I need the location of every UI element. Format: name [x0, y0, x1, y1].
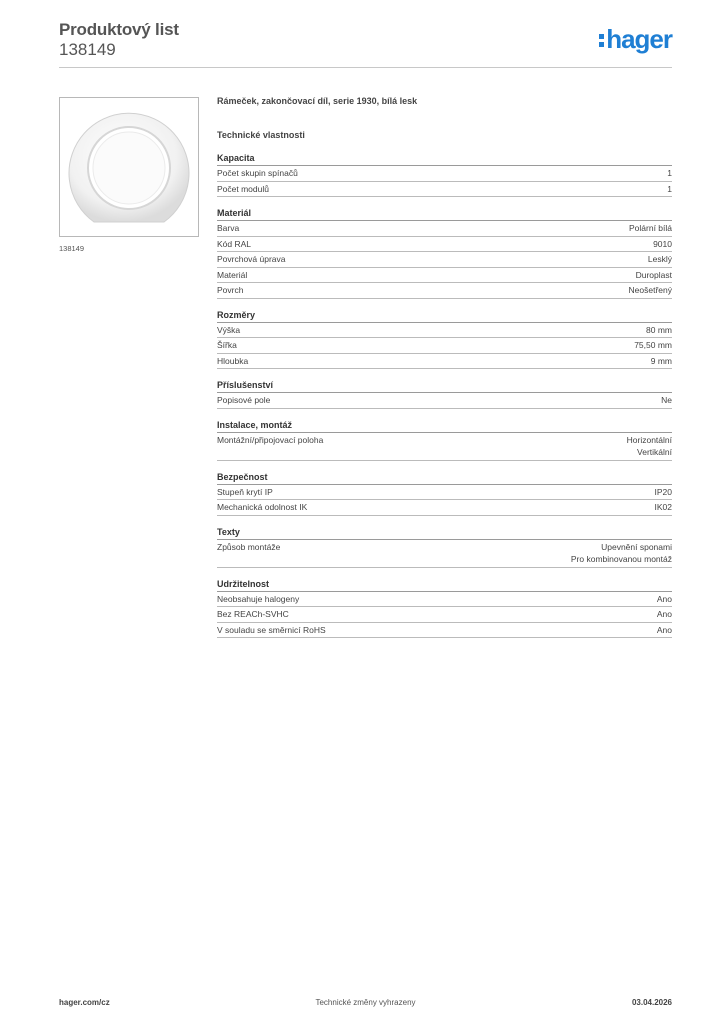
spec-row — [217, 268, 672, 284]
product-number: 138149 — [59, 40, 116, 59]
spec-label: Způsob montáže — [217, 541, 281, 552]
footer-note: Technické změny vyhrazeny — [315, 998, 416, 1007]
spec-value — [655, 486, 673, 499]
section-title: Kapacita — [217, 152, 672, 166]
spec-value-line: Upevnění sponami — [601, 541, 672, 552]
section-title: Texty — [217, 526, 672, 540]
footer-website-link[interactable]: hager.com/cz — [59, 998, 110, 1007]
product-image — [59, 97, 199, 237]
spec-row — [217, 283, 672, 299]
spec-label: Stupeň krytí IP — [217, 486, 273, 497]
header-divider — [59, 67, 672, 68]
spec-section — [217, 419, 672, 461]
spec-value-line: Ano — [656, 609, 672, 619]
spec-label: Počet skupin spínačů — [217, 168, 298, 178]
spec-row — [217, 323, 672, 339]
spec-label: Barva — [217, 223, 240, 233]
spec-label: V souladu se směrnicí RoHS — [217, 624, 326, 635]
spec-value — [651, 355, 672, 368]
spec-value — [661, 394, 672, 407]
spec-value — [627, 434, 672, 459]
section-title: Udržitelnost — [217, 578, 672, 592]
spec-value-line: 9010 — [653, 238, 672, 249]
spec-value-line: Vertikální — [637, 447, 672, 457]
spec-value-line: Ne — [661, 395, 672, 405]
spec-value-line: IK02 — [654, 502, 672, 512]
section-title: Bezpečnost — [217, 471, 672, 485]
spec-section — [217, 578, 672, 639]
spec-value — [667, 183, 672, 196]
round-frame-icon — [60, 98, 198, 236]
page-title: Produktový list — [59, 20, 179, 39]
spec-value — [653, 238, 672, 251]
spec-row — [217, 592, 672, 608]
spec-label: Kód RAL — [217, 238, 252, 249]
spec-value — [629, 222, 672, 235]
spec-label: Popisové pole — [217, 395, 271, 405]
spec-value-line: Lesklý — [647, 254, 672, 264]
spec-row — [217, 166, 672, 182]
spec-value-line: 1 — [667, 183, 672, 194]
spec-value-line: Polární bílá — [629, 223, 672, 233]
spec-label: Materiál — [217, 269, 248, 280]
spec-value — [657, 593, 672, 606]
image-caption: 138149 — [59, 244, 85, 253]
spec-value-line: 1 — [667, 168, 672, 178]
logo-wordmark: hager — [606, 24, 672, 54]
spec-value-line: Horizontální — [626, 434, 672, 445]
logo-dots-icon — [599, 34, 604, 47]
spec-value — [667, 167, 672, 180]
spec-section — [217, 526, 672, 568]
spec-row — [217, 252, 672, 268]
section-title: Příslušenství — [217, 379, 672, 393]
spec-value-line: Duroplast — [635, 269, 672, 280]
spec-section — [217, 379, 672, 409]
spec-value-line: IP20 — [654, 486, 672, 497]
spec-row — [217, 500, 672, 516]
technical-properties-heading: Technické vlastnosti — [217, 130, 305, 140]
spec-row — [217, 623, 672, 639]
spec-value — [657, 624, 672, 637]
footer-date: 03.04.2026 — [631, 998, 672, 1007]
spec-row — [217, 182, 672, 198]
spec-value-line: Neošetřený — [628, 285, 672, 295]
spec-section — [217, 309, 672, 370]
hager-logo — [599, 26, 672, 52]
spec-value — [571, 541, 672, 566]
product-name: Rámeček, zakončovací díl, serie 1930, bílá lesk — [217, 96, 418, 106]
spec-label: Mechanická odolnost IK — [217, 502, 308, 512]
spec-row — [217, 393, 672, 409]
spec-section — [217, 152, 672, 197]
spec-label: Počet modulů — [217, 183, 269, 194]
spec-section — [217, 207, 672, 299]
spec-label: Povrch — [217, 285, 244, 295]
spec-row — [217, 354, 672, 370]
section-title: Instalace, montáž — [217, 419, 672, 433]
spec-label: Hloubka — [217, 355, 249, 366]
spec-label: Výška — [217, 324, 241, 335]
spec-value-line: Ano — [656, 593, 672, 604]
spec-value — [648, 253, 672, 266]
spec-value-line: 75,50 mm — [634, 340, 672, 350]
spec-row — [217, 221, 672, 237]
spec-sections — [217, 152, 672, 638]
spec-row — [217, 433, 672, 461]
spec-row — [217, 485, 672, 501]
spec-label: Neobsahuje halogeny — [217, 593, 300, 604]
spec-label: Bez REACh-SVHC — [217, 609, 289, 619]
document-header — [59, 20, 179, 60]
spec-value — [634, 339, 672, 352]
spec-label: Montážní/připojovací poloha — [217, 434, 324, 445]
spec-value — [655, 501, 673, 514]
spec-row — [217, 607, 672, 623]
spec-label: Povrchová úprava — [217, 254, 286, 264]
specification — [217, 94, 672, 638]
spec-value-line: Ano — [656, 624, 672, 635]
spec-value-line: 80 mm — [646, 324, 672, 335]
spec-value — [629, 284, 672, 297]
spec-row — [217, 237, 672, 253]
section-title: Materiál — [217, 207, 672, 221]
spec-value-line: Pro kombinovanou montáž — [570, 554, 672, 564]
spec-value — [657, 608, 672, 621]
spec-label: Šířka — [217, 340, 237, 350]
spec-value-line: 9 mm — [650, 355, 672, 366]
spec-value — [646, 324, 672, 337]
section-title: Rozměry — [217, 309, 672, 323]
spec-row — [217, 540, 672, 568]
spec-section — [217, 471, 672, 516]
spec-value — [636, 269, 672, 282]
spec-row — [217, 338, 672, 354]
